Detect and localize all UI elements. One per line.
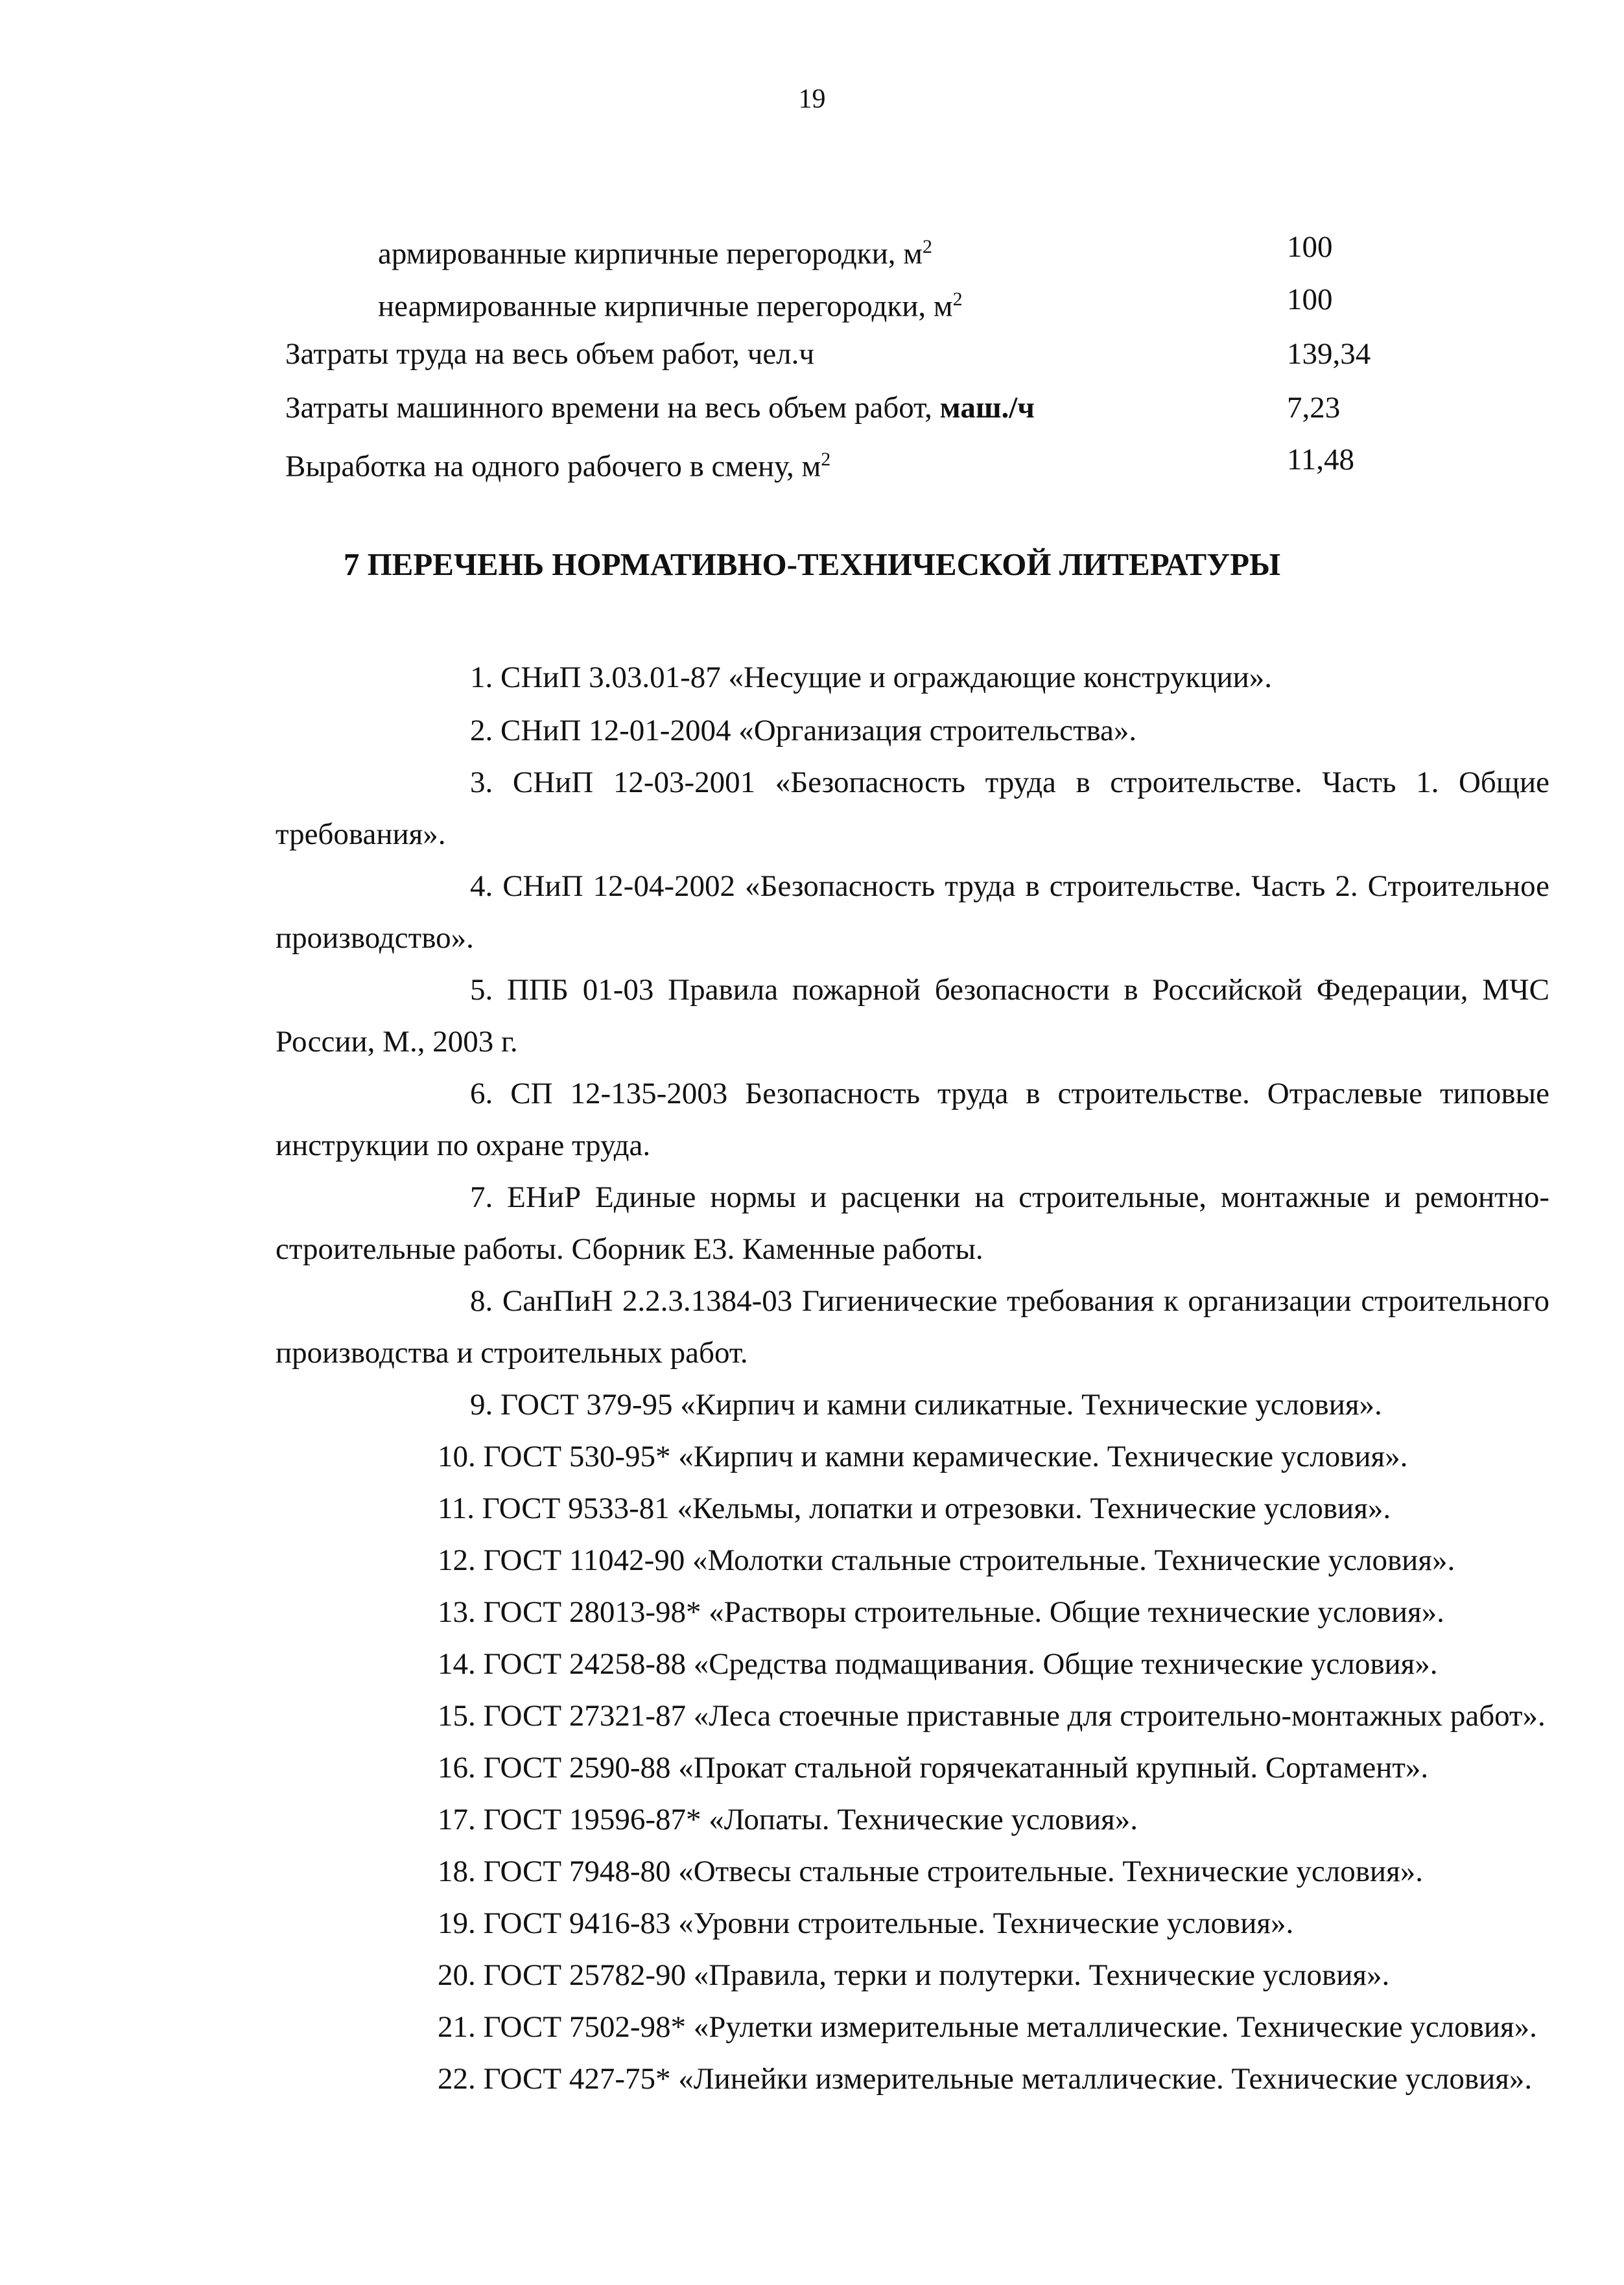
section-heading: 7 ПЕРЕЧЕНЬ НОРМАТИВНО-ТЕХНИЧЕСКОЙ ЛИТЕРАТУРЫ bbox=[343, 546, 1281, 582]
superscript: 2 bbox=[923, 236, 933, 257]
superscript: 2 bbox=[821, 449, 831, 470]
list-item bbox=[276, 651, 1549, 703]
list-item bbox=[276, 964, 1549, 1068]
reference-list bbox=[276, 651, 1549, 2105]
list-item-number: 15. bbox=[438, 1699, 476, 1733]
list-item bbox=[276, 2001, 1549, 2053]
list-item-number: 9. bbox=[470, 1388, 493, 1422]
list-item-text: СНиП 3.03.01-87 «Несущие и ограждающие конструкции». bbox=[500, 661, 1273, 694]
list-item bbox=[276, 1690, 1549, 1742]
list-item bbox=[276, 756, 1549, 860]
summary-label: Выработка на одного рабочего в смену, $м^2$ bbox=[285, 449, 831, 484]
list-item-text: ГОСТ 27321-87 «Леса стоечные приставные для строительно-монтажных работ». bbox=[483, 1699, 1546, 1733]
list-item bbox=[276, 1431, 1549, 1482]
list-item-number: 18. bbox=[438, 1855, 476, 1888]
summary-value: 11,48 bbox=[1287, 443, 1355, 476]
summary-value: 139,34 bbox=[1287, 337, 1371, 371]
list-item bbox=[276, 1586, 1549, 1638]
list-item-number: 16. bbox=[438, 1751, 476, 1785]
list-item-number: 22. bbox=[438, 2062, 476, 2096]
summary-label: неармированные кирпичные перегородки, $м^2$ bbox=[378, 288, 963, 323]
summary-row bbox=[0, 224, 1624, 270]
list-item bbox=[276, 1534, 1549, 1586]
summary-row bbox=[0, 277, 1624, 322]
summary-value: 7,23 bbox=[1287, 391, 1341, 425]
list-item-number: 6. bbox=[470, 1077, 493, 1110]
list-item bbox=[276, 1275, 1549, 1379]
list-item-text: СНиП 12-01-2004 «Организация строительства». bbox=[500, 714, 1137, 747]
list-item-number: 21. bbox=[438, 2010, 476, 2044]
list-item-number: 14. bbox=[438, 1647, 476, 1681]
list-item-text: СП 12-135-2003 Безопасность труда в строительстве. Отраслевые типовые инструкции по охране труда. bbox=[276, 1077, 1549, 1162]
list-item-number: 4. bbox=[470, 869, 493, 903]
list-item-number: 11. bbox=[438, 1492, 475, 1525]
list-item-number: 2. bbox=[470, 714, 493, 747]
list-item-text: СНиП 12-03-2001 «Безопасность труда в строительстве. Часть 1. Общие требования». bbox=[276, 766, 1550, 851]
list-item-number: 7. bbox=[470, 1180, 493, 1214]
list-item-text: ГОСТ 530-95* «Кирпич и камни керамические. Технические условия». bbox=[483, 1440, 1408, 1473]
list-item-text: ГОСТ 9416-83 «Уровни строительные. Технические условия». bbox=[483, 1906, 1294, 1940]
superscript: 2 bbox=[952, 288, 963, 310]
list-item-number: 5. bbox=[470, 973, 493, 1007]
list-item-number: 20. bbox=[438, 1958, 476, 1992]
list-item bbox=[276, 1897, 1549, 1949]
list-item-text: ГОСТ 7502-98* «Рулетки измерительные металлические. Технические условия». bbox=[483, 2010, 1537, 2044]
list-item-number: 13. bbox=[438, 1595, 476, 1629]
list-item-number: 19. bbox=[438, 1906, 476, 1940]
list-item bbox=[276, 1638, 1549, 1690]
summary-unit: маш./ч bbox=[939, 391, 1035, 425]
list-item-text: ГОСТ 28013-98* «Растворы строительные. Общие технические условия». bbox=[483, 1595, 1444, 1629]
list-item bbox=[276, 1846, 1549, 1897]
list-item-number: 8. bbox=[470, 1284, 493, 1318]
list-item bbox=[276, 860, 1549, 964]
list-item bbox=[276, 2053, 1549, 2105]
list-item-text: ППБ 01-03 Правила пожарной безопасности в Российской Федерации, МЧС России, М., 2003 г. bbox=[276, 973, 1549, 1059]
summary-label: армированные кирпичные перегородки, $м^2$ bbox=[378, 236, 933, 271]
list-item-number: 12. bbox=[438, 1543, 476, 1577]
list-item bbox=[276, 1068, 1549, 1171]
list-item-number: 1. bbox=[470, 661, 493, 694]
summary-label: Затраты труда на весь объем работ, чел.ч bbox=[285, 337, 815, 371]
summary-row bbox=[0, 385, 1624, 430]
list-item-text: ГОСТ 379-95 «Кирпич и камни силикатные. Технические условия». bbox=[500, 1388, 1382, 1422]
summary-value: 100 bbox=[1287, 283, 1333, 316]
list-item-text: ГОСТ 9533-81 «Кельмы, лопатки и отрезовки. Технические условия». bbox=[482, 1492, 1391, 1525]
list-item-number: 17. bbox=[438, 1803, 476, 1836]
list-item-text: ГОСТ 11042-90 «Молотки стальные строительные. Технические условия». bbox=[483, 1543, 1455, 1577]
list-item-text: ЕНиР Единые нормы и расценки на строительные, монтажные и ремонтно-строительные работы. Сборник Е3. Каменные работы. bbox=[276, 1180, 1549, 1266]
summary-label: Затраты машинного времени на весь объем работ, маш./ч bbox=[285, 391, 1035, 425]
list-item bbox=[276, 1794, 1549, 1846]
list-item-number: 3. bbox=[470, 766, 493, 799]
list-item-text: ГОСТ 2590-88 «Прокат стальной горячекатанный крупный. Сортамент». bbox=[483, 1751, 1429, 1785]
list-item bbox=[276, 1482, 1549, 1534]
list-item-text: ГОСТ 19596-87* «Лопаты. Технические условия». bbox=[483, 1803, 1138, 1836]
list-item bbox=[276, 1949, 1549, 2001]
list-item bbox=[276, 1379, 1549, 1431]
list-item-text: СНиП 12-04-2002 «Безопасность труда в строительстве. Часть 2. Строительное производство». bbox=[276, 869, 1549, 955]
list-item-text: ГОСТ 7948-80 «Отвесы стальные строительные. Технические условия». bbox=[483, 1855, 1423, 1888]
list-item bbox=[276, 705, 1549, 756]
list-item-text: ГОСТ 427-75* «Линейки измерительные металлические. Технические условия». bbox=[483, 2062, 1533, 2096]
list-item-text: ГОСТ 24258-88 «Средства подмащивания. Общие технические условия». bbox=[483, 1647, 1438, 1681]
page-number: 19 bbox=[798, 84, 826, 114]
summary-row bbox=[0, 437, 1624, 482]
list-item-text: СанПиН 2.2.3.1384-03 Гигиенические требования к организации строительного производства и строительных работ. bbox=[276, 1284, 1549, 1370]
summary-value: 100 bbox=[1287, 230, 1333, 264]
list-item-number: 10. bbox=[438, 1440, 476, 1473]
summary-row bbox=[0, 331, 1624, 377]
list-item bbox=[276, 1171, 1549, 1275]
list-item-text: ГОСТ 25782-90 «Правила, терки и полутерки. Технические условия». bbox=[483, 1958, 1390, 1992]
list-item bbox=[276, 1742, 1549, 1794]
